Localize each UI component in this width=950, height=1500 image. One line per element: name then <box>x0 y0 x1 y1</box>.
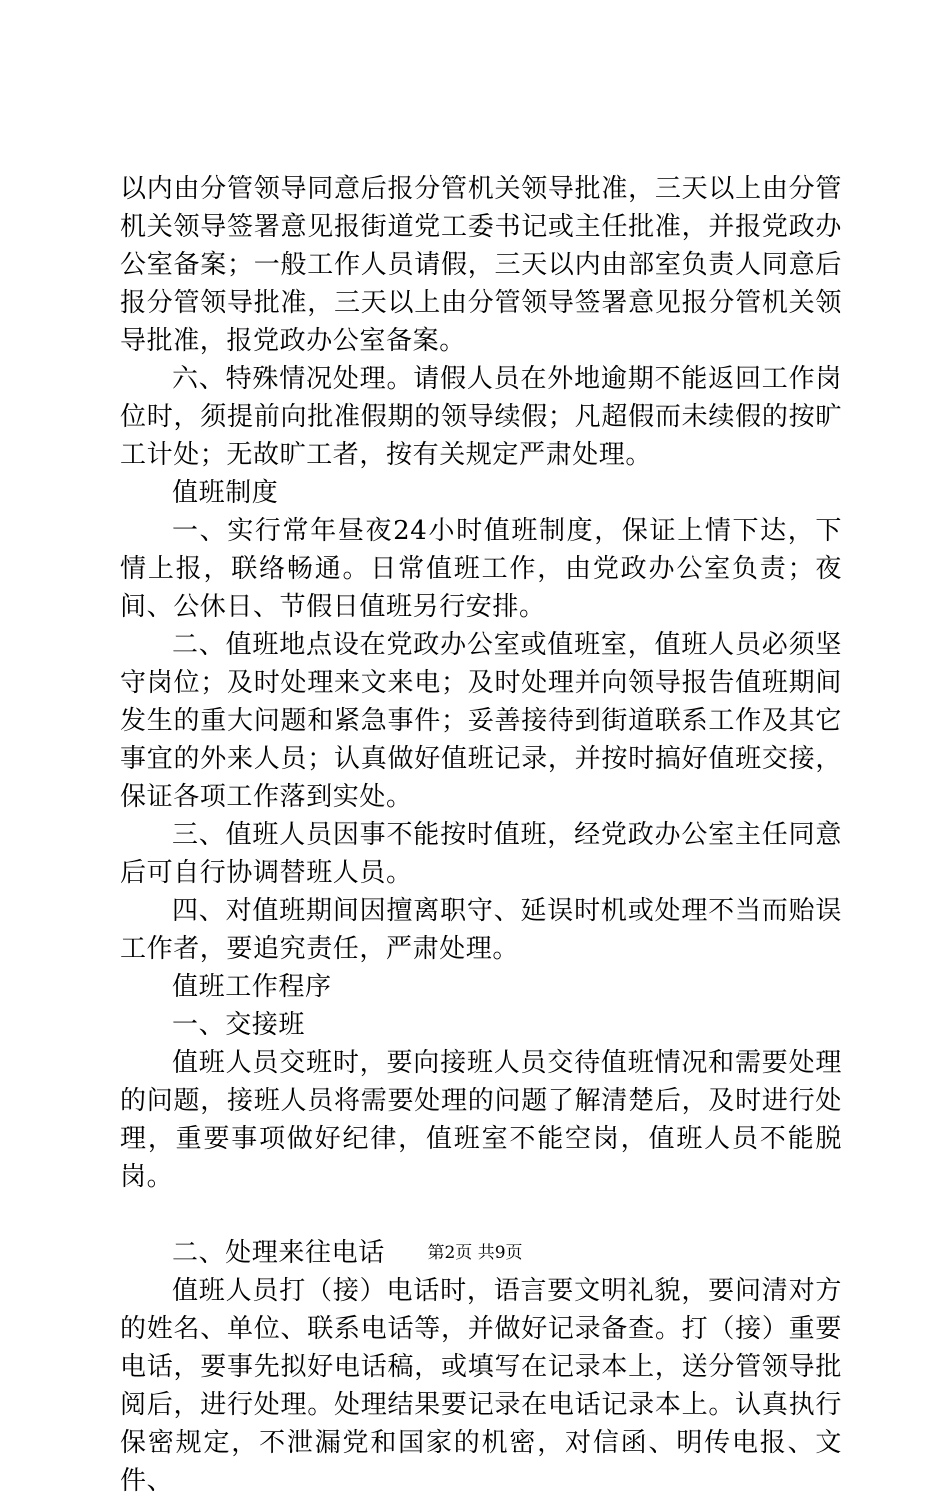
paragraph-6: 三、值班人员因事不能按时值班，经党政办公室主任同意后可自行协调替班人员。 <box>120 820 842 888</box>
document-body <box>120 170 842 1500</box>
subheading-phone-calls: 二、处理来往电话 <box>172 1238 385 1268</box>
blank-line <box>120 1196 842 1234</box>
page-footer: 第2页 共9页 <box>427 1243 523 1263</box>
paragraph-10: 值班人员交班时，要向接班人员交待值班情况和需要处理的问题，接班人员将需要处理的问题了解清楚后，及时进行处理，重要事项做好纪律，值班室不能空岗，值班人员不能脱岗。 <box>120 1048 842 1192</box>
paragraph-4: 一、实行常年昼夜24小时值班制度，保证上情下达，下情上报，联络畅通。日常值班工作，由党政办公室负责；夜间、公休日、节假日值班另行安排。 <box>120 516 842 622</box>
section-heading-duty-procedure: 值班工作程序 <box>172 972 332 1002</box>
paragraph-12: 值班人员打（接）电话时，语言要文明礼貌，要问清对方的姓名、单位、联系电话等，并做好记录备查。打（接）重要电话，要事先拟好电话稿，或填写在记录本上，送分管领导批阅后，进行处理。处理结果要记录在电话记录本上。认真执行保密规定，不泄漏党和国家的机密，对信函、明传电报、文件、 <box>120 1276 842 1496</box>
paragraph-2: 六、特殊情况处理。请假人员在外地逾期不能返回工作岗位时，须提前向批准假期的领导续假；凡超假而未续假的按旷工计处；无故旷工者，按有关规定严肃处理。 <box>120 364 842 470</box>
paragraph-7: 四、对值班期间因擅离职守、延误时机或处理不当而贻误工作者，要追究责任，严肃处理。 <box>120 896 842 964</box>
paragraph-1: 以内由分管领导同意后报分管机关领导批准，三天以上由分管机关领导签署意见报街道党工委书记或主任批准，并报党政办公室备案；一般工作人员请假，三天以内由部室负责人同意后报分管领导批准，三天以上由分管领导签署意见报分管机关领导批准，报党政办公室备案。 <box>120 174 842 356</box>
section-heading-duty-system: 值班制度 <box>172 478 279 508</box>
subheading-handover: 一、交接班 <box>172 1010 306 1040</box>
paragraph-5: 二、值班地点设在党政办公室或值班室，值班人员必须坚守岗位；及时处理来文来电；及时处理并向领导报告值班期间发生的重大问题和紧急事件；妥善接待到街道联系工作及其它事宜的外来人员；认真做好值班记录，并按时搞好值班交接，保证各项工作落到实处。 <box>120 630 842 812</box>
